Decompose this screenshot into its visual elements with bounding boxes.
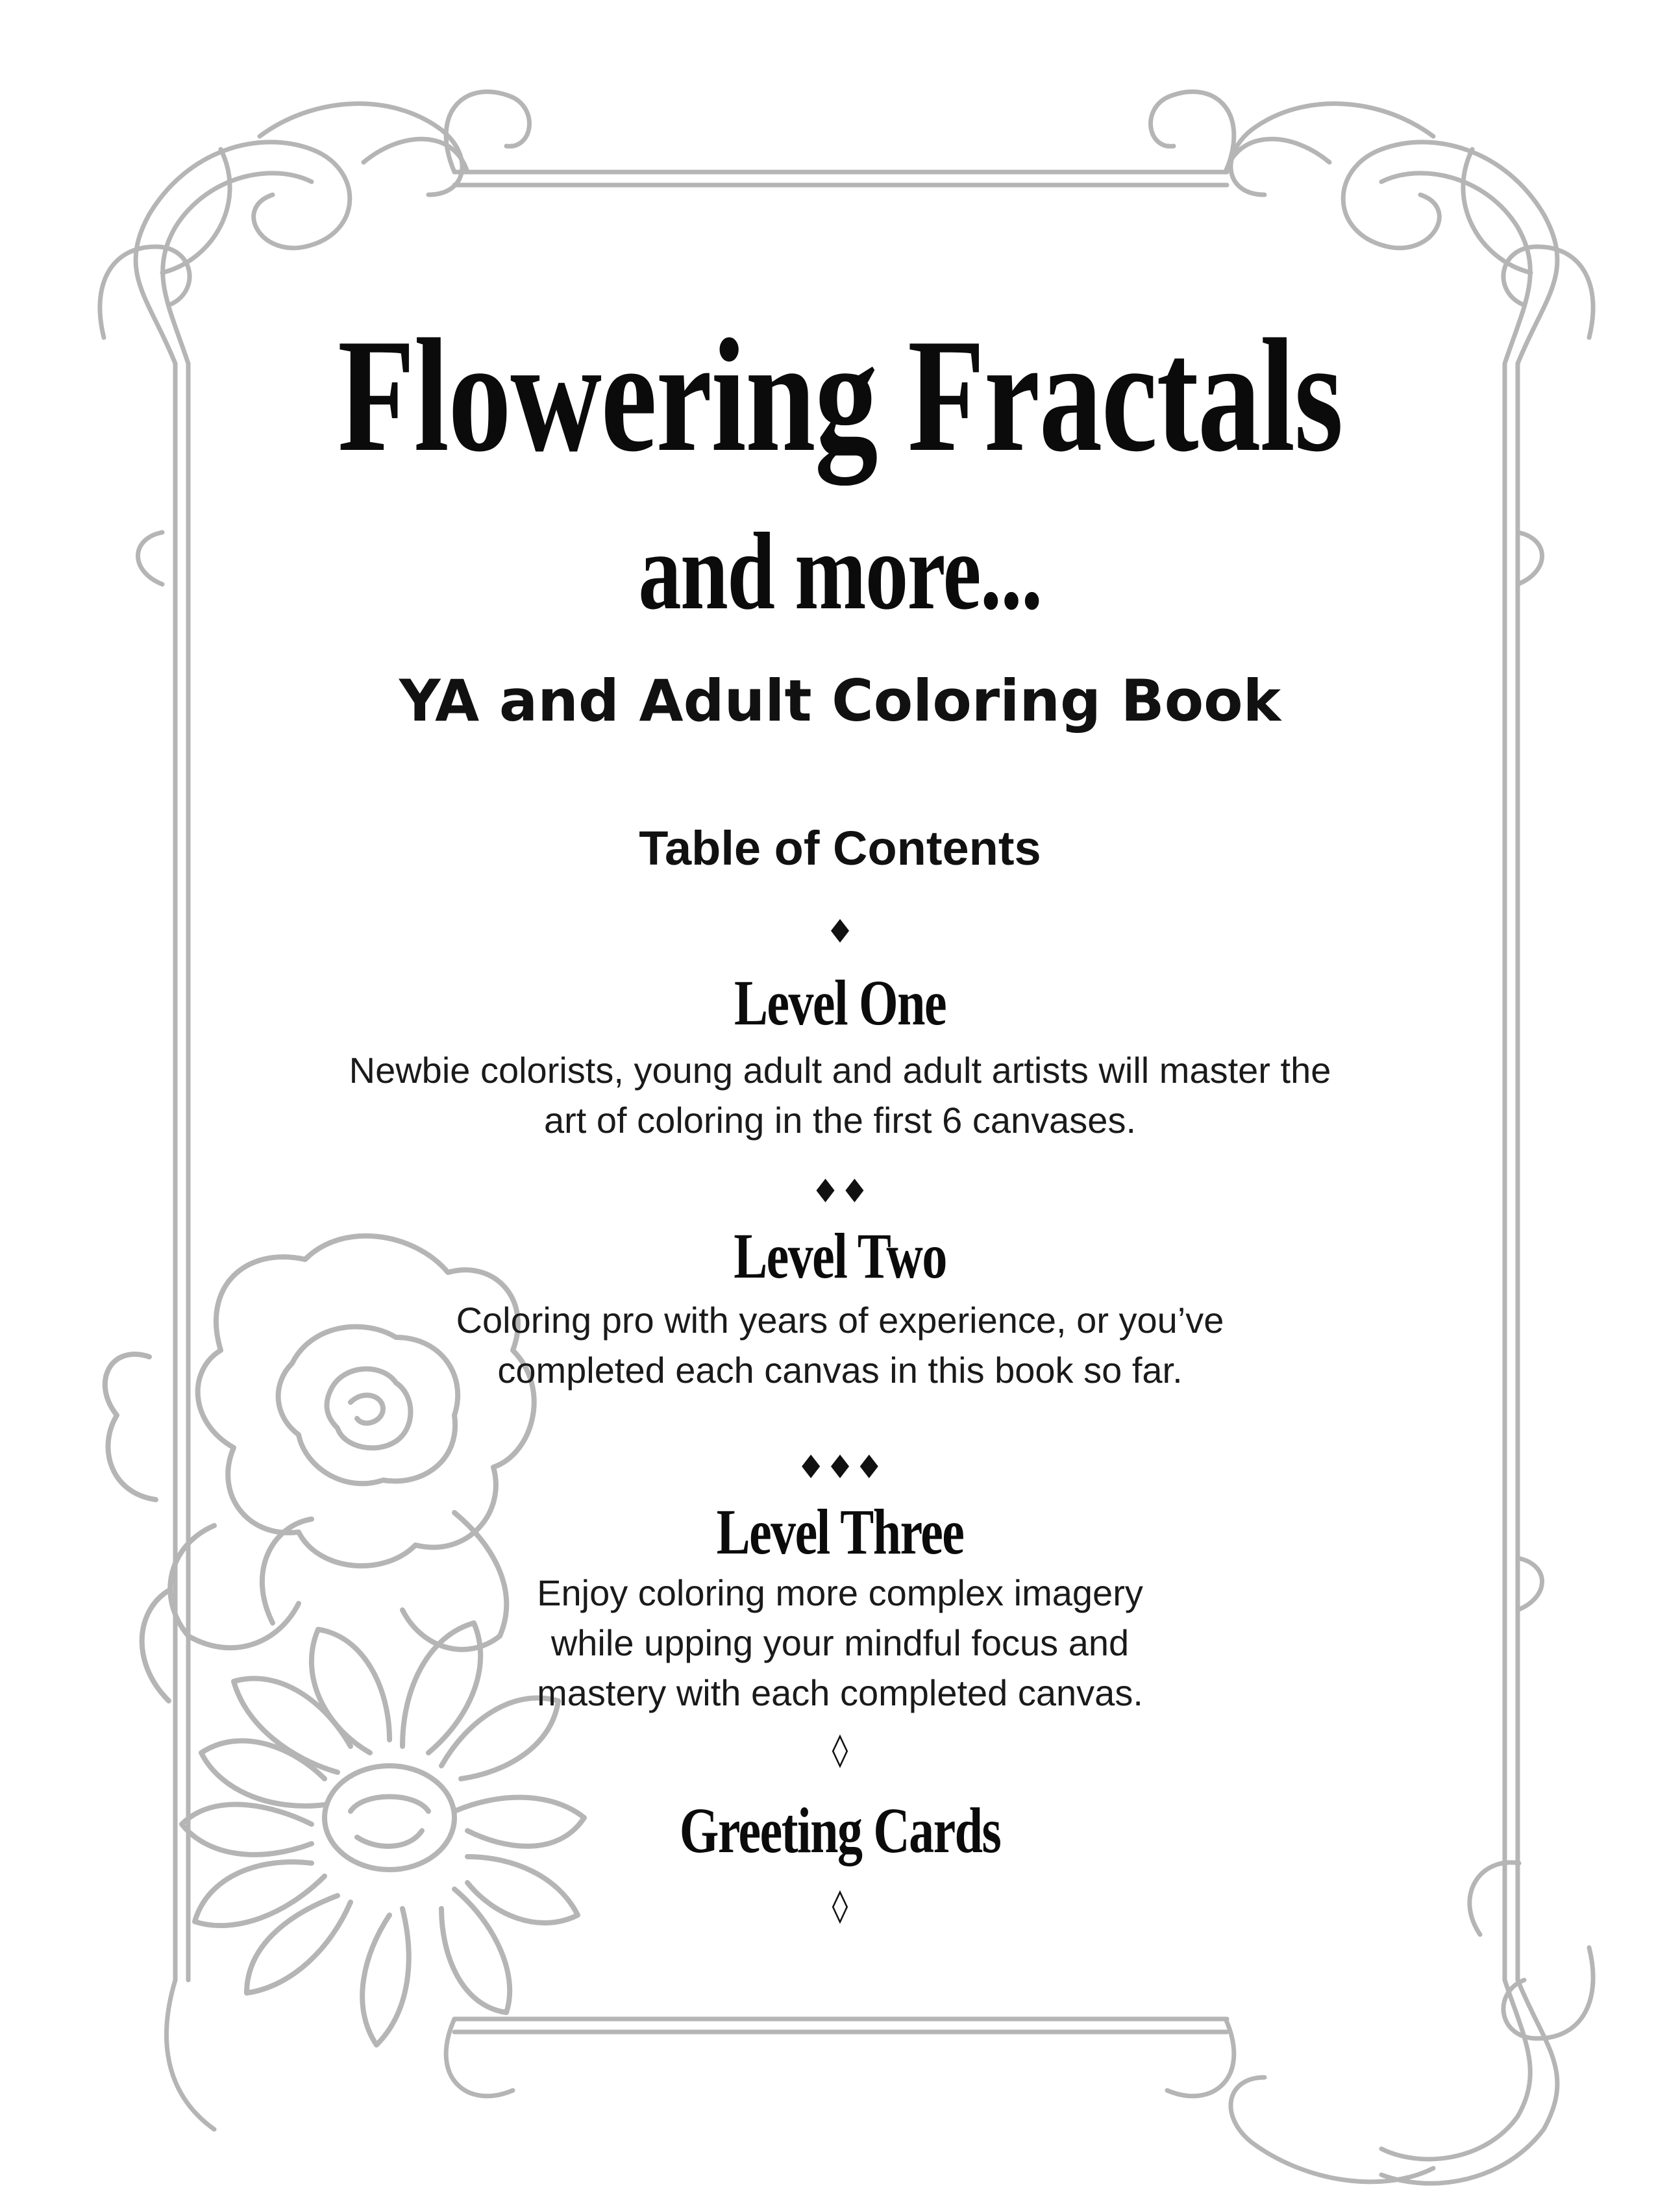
level-marker: ♦ bbox=[825, 913, 855, 950]
description-line: Newbie colorists, young adult and adult artists will master the bbox=[349, 1050, 1331, 1091]
book-type: YA and Adult Coloring Book bbox=[399, 667, 1281, 734]
description-line: Enjoy coloring more complex imagery bbox=[537, 1572, 1143, 1613]
description-line: while upping your mindful focus and bbox=[550, 1622, 1130, 1663]
level-marker: ♦♦♦ bbox=[796, 1448, 884, 1486]
description-line: art of coloring in the first 6 canvases. bbox=[544, 1100, 1136, 1141]
section-description bbox=[0, 1568, 1680, 1718]
description-line: Coloring pro with years of experience, or you’ve bbox=[456, 1300, 1224, 1341]
level-marker: ♦♦ bbox=[811, 1172, 869, 1210]
end-marker: ◊ bbox=[832, 1887, 848, 1924]
section-title-level-one: Level One bbox=[734, 967, 946, 1039]
section-description bbox=[0, 1045, 1680, 1145]
description-line: mastery with each completed canvas. bbox=[537, 1672, 1143, 1713]
section-title-level-two: Level Two bbox=[734, 1220, 946, 1292]
table-of-contents-heading: Table of Contents bbox=[639, 821, 1041, 875]
section-title-greeting-cards: Greeting Cards bbox=[679, 1794, 1001, 1866]
book-subtitle: and more... bbox=[638, 510, 1042, 632]
book-title: Flowering Fractals bbox=[338, 306, 1342, 486]
description-line: completed each canvas in this book so far. bbox=[497, 1350, 1183, 1391]
section-description bbox=[0, 1295, 1680, 1395]
corner-ornament-bottom-left bbox=[167, 1980, 513, 2129]
section-title-level-three: Level Three bbox=[716, 1496, 964, 1568]
section-marker: ◊ bbox=[832, 1731, 848, 1768]
